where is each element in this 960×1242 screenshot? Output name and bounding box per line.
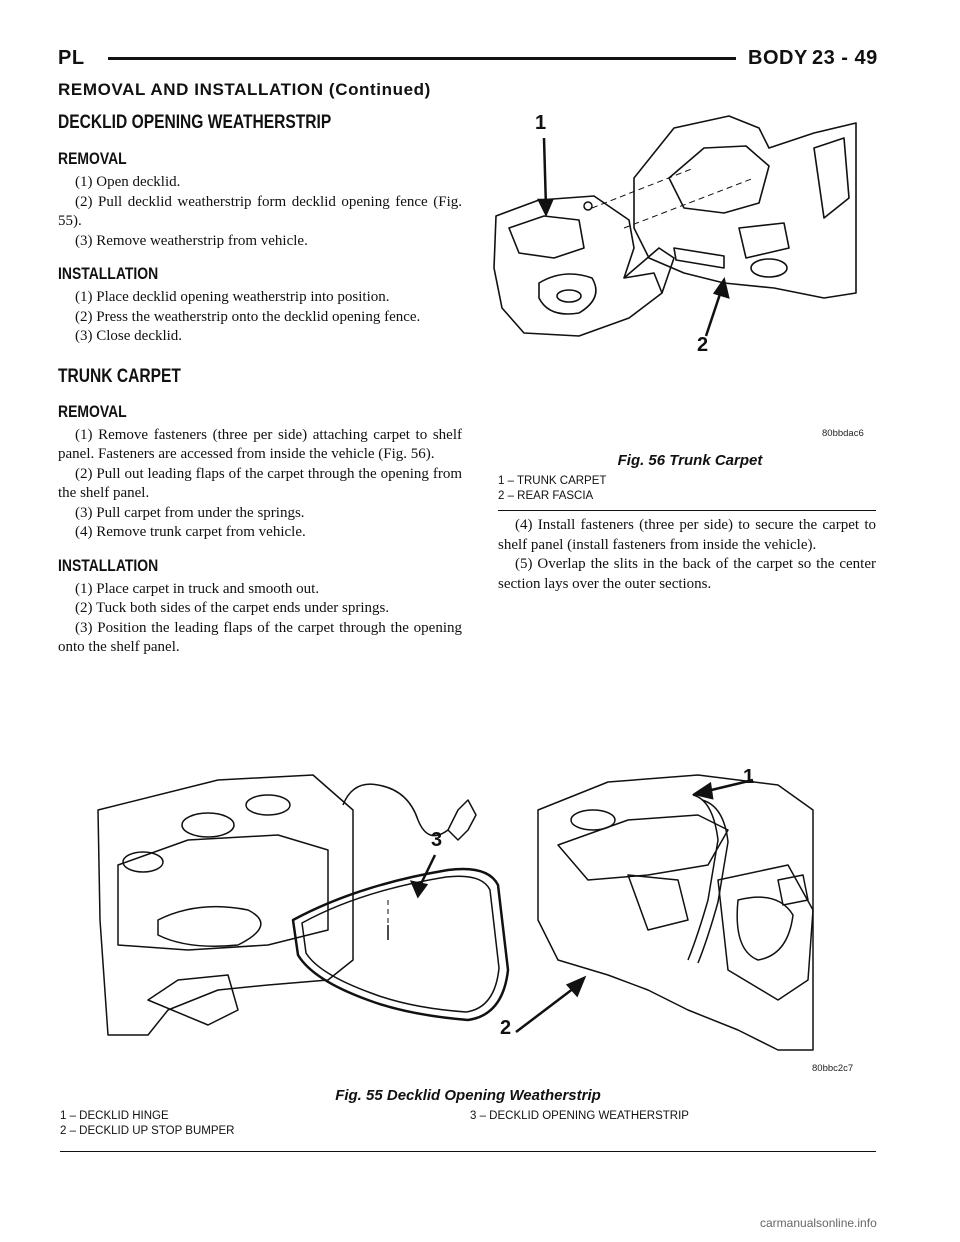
tc-removal-step: (2) Pull out leading flaps of the carpet through the opening from the shelf panel. xyxy=(58,465,462,501)
section-name: BODY xyxy=(748,47,808,69)
fig55-code: 80bbc2c7 xyxy=(812,1063,854,1074)
fig55-callout-3: 3 xyxy=(431,829,443,851)
tc-install-step: (4) Install fasteners (three per side) to secure the carpet to shelf panel (install fasteners from inside the vehicle). xyxy=(498,517,876,553)
fig55-legend-right xyxy=(470,1109,689,1124)
fig56-legend-item: 2 – REAR FASCIA xyxy=(498,490,594,502)
fig55-callout-1: 1 xyxy=(743,766,755,788)
ws-install-step: (1) Place decklid opening weatherstrip into position. xyxy=(75,289,390,305)
fig55-legend-item: 3 – DECKLID OPENING WEATHERSTRIP xyxy=(470,1110,689,1122)
tc-install-step: (3) Position the leading flaps of the carpet through the opening onto the shelf panel. xyxy=(58,619,462,655)
manual-code: PL xyxy=(58,47,85,69)
fig56-callout-2: 2 xyxy=(697,334,709,356)
ws-install-title: INSTALLATION xyxy=(58,264,159,283)
fig55-caption: Fig. 55 Decklid Opening Weatherstrip xyxy=(335,1087,601,1104)
tc-removal-title: REMOVAL xyxy=(58,401,127,421)
ws-install-step: (2) Press the weatherstrip onto the decklid opening fence. xyxy=(75,308,421,325)
tc-removal-step: (4) Remove trunk carpet from vehicle. xyxy=(75,524,306,540)
fig56-legend-item: 1 – TRUNK CARPET xyxy=(498,475,607,487)
tc-install-step: (2) Tuck both sides of the carpet ends under springs. xyxy=(75,600,390,616)
ws-removal-title: REMOVAL xyxy=(58,149,127,168)
fig55-legend-item: 1 – DECKLID HINGE xyxy=(60,1110,169,1122)
weatherstrip-illustration xyxy=(88,770,878,1070)
page-number: 23 - 49 xyxy=(812,47,878,69)
tc-install-title: INSTALLATION xyxy=(58,555,159,575)
tc-install-step: (5) Overlap the slits in the back of the carpet so the center section lays over the outer sections. xyxy=(498,556,876,592)
right-column xyxy=(498,516,876,594)
fig56-code: 80bbdac6 xyxy=(822,428,864,439)
fig56-caption: Fig. 56 Trunk Carpet xyxy=(617,452,763,469)
ws-removal-step: (2) Pull decklid weatherstrip form decklid opening fence (Fig. 55). xyxy=(58,193,462,229)
tc-removal-step: (3) Pull carpet from under the springs. xyxy=(75,504,305,521)
fig55-callout-2: 2 xyxy=(500,1017,512,1039)
fig55-legend-left xyxy=(60,1109,234,1139)
trunk-carpet-illustration xyxy=(484,108,876,428)
left-column xyxy=(58,112,462,658)
tc-install-step: (1) Place carpet in truck and smooth out. xyxy=(75,580,320,597)
fig55-legend-item: 2 – DECKLID UP STOP BUMPER xyxy=(60,1125,235,1137)
ws-removal-step: (1) Open decklid. xyxy=(75,174,181,190)
ws-install-step: (3) Close decklid. xyxy=(75,328,183,344)
fig55-rule xyxy=(60,1151,876,1152)
fig56-rule xyxy=(498,510,876,511)
fig56-callout-1: 1 xyxy=(535,112,547,134)
weatherstrip-title: DECKLID OPENING WEATHERSTRIP xyxy=(58,112,332,133)
fig56-legend xyxy=(498,474,606,504)
continued-heading: REMOVAL AND INSTALLATION (Continued) xyxy=(58,80,431,99)
trunk-carpet-title: TRUNK CARPET xyxy=(58,365,181,387)
ws-removal-step: (3) Remove weatherstrip from vehicle. xyxy=(75,232,308,249)
tc-removal-step: (1) Remove fasteners (three per side) attaching carpet to shelf panel. Fasteners are accessed from inside the vehicle (Fig. 56). xyxy=(58,426,462,462)
watermark: carmanualsonline.info xyxy=(760,1216,877,1230)
header-rule xyxy=(108,57,736,60)
